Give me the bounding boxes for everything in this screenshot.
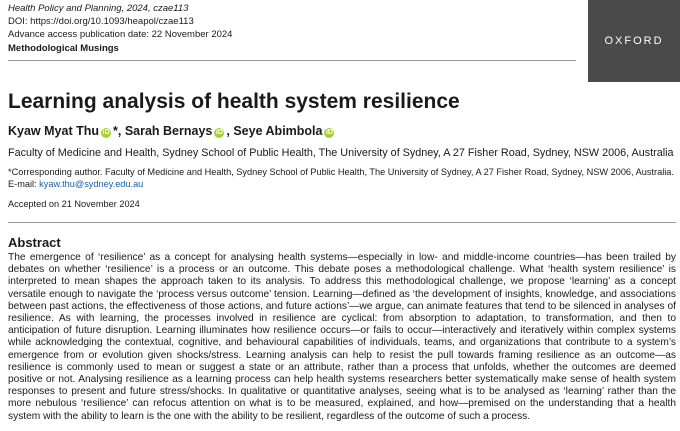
author-separator: *, [113, 124, 125, 138]
author-name[interactable]: Kyaw Myat Thu [8, 124, 99, 138]
article-title: Learning analysis of health system resilience [8, 90, 460, 113]
article-section: Methodological Musings [8, 43, 119, 54]
orcid-icon[interactable]: iD [102, 129, 110, 136]
affiliation: Faculty of Medicine and Health, Sydney School of Public Health, The University of Sydney, A 27 Fisher Road, Sydney, NSW 2006, Australia [8, 147, 674, 159]
orcid-icon[interactable]: iD [215, 129, 223, 136]
author-name[interactable]: Seye Abimbola [233, 124, 323, 138]
doi[interactable]: DOI: https://doi.org/10.1093/heapol/czae113 [8, 16, 194, 27]
orcid-icon[interactable]: iD [325, 129, 333, 136]
corresponding-text: *Corresponding author. Faculty of Medicine and Health, Sydney School of Public Health, The University of Sydney, A 27 Fisher Road, Sydney, NSW 2006, Australia. E-mail: [8, 167, 674, 189]
author-name[interactable]: Sarah Bernays [124, 124, 213, 138]
corresponding-author [8, 166, 676, 190]
advance-access-date: Advance access publication date: 22 November 2024 [8, 29, 233, 40]
author-list [8, 124, 336, 138]
accepted-date: Accepted on 21 November 2024 [8, 199, 140, 209]
abstract-body: The emergence of ‘resilience’ as a concept for analysing health systems—especially in low- and middle-income countries—has been trailed by debates on whether ‘resilience’ is a process or an outcome. This debate poses a methodological challenge. What ‘health system resilience’ is interpreted to mean shapes the approach taken to its analysis. To address this methodological challenge, we propose ‘learning’ as a concept versatile enough to navigate the ‘process versus outcome’ tension. Learning—defined as ‘the development of insights, knowledge, and associations between past actions, the effectiveness of those actions, and future actions’—we argue, can animate features that tend to be silenced in analyses of resilience. As with learning, the processes involved in resilience are cyclical: from absorption to adaptation, to transformation, and then to anticipation of future disruption. Learning illuminates how resilience occurs—or fails to occur—interactively and iteratively within complex systems while acknowledging the contextual, cognitive, and behavioural capabilities of individuals, teams, and organizations that contribute to a system’s emergence from or evolution given shocks/stress. Learning analysis can help to resist the pull towards framing resilience as an outcome—as resilience is commonly used to mean or suggest a state or an attribute, rather than a process that unfolds, whether the outcomes are deemed positive or not. Analysing resilience as a learning process can help health systems researchers better systematically make sense of health system responses to present and future stress/shocks. In qualitative or quantitative analyses, seeing what is to be analysed as ‘learning’ rather than the more nebulous ‘resilience’ can refocus attention on what is to be measured, explained, and how—premised on the understanding that a health system with the ability to learn is the one with the ability to be resilient, regardless of the outcome of such a process. [8, 252, 676, 422]
oxford-logo[interactable]: OXFORD [588, 0, 680, 82]
article-meta [8, 2, 232, 55]
abstract-heading: Abstract [8, 235, 61, 250]
header-divider [8, 60, 576, 61]
abstract-divider [8, 222, 676, 223]
journal-citation: Health Policy and Planning, 2024, czae113 [8, 3, 189, 14]
email-link[interactable]: kyaw.thu@sydney.edu.au [39, 179, 144, 189]
author-separator: , [226, 124, 234, 138]
